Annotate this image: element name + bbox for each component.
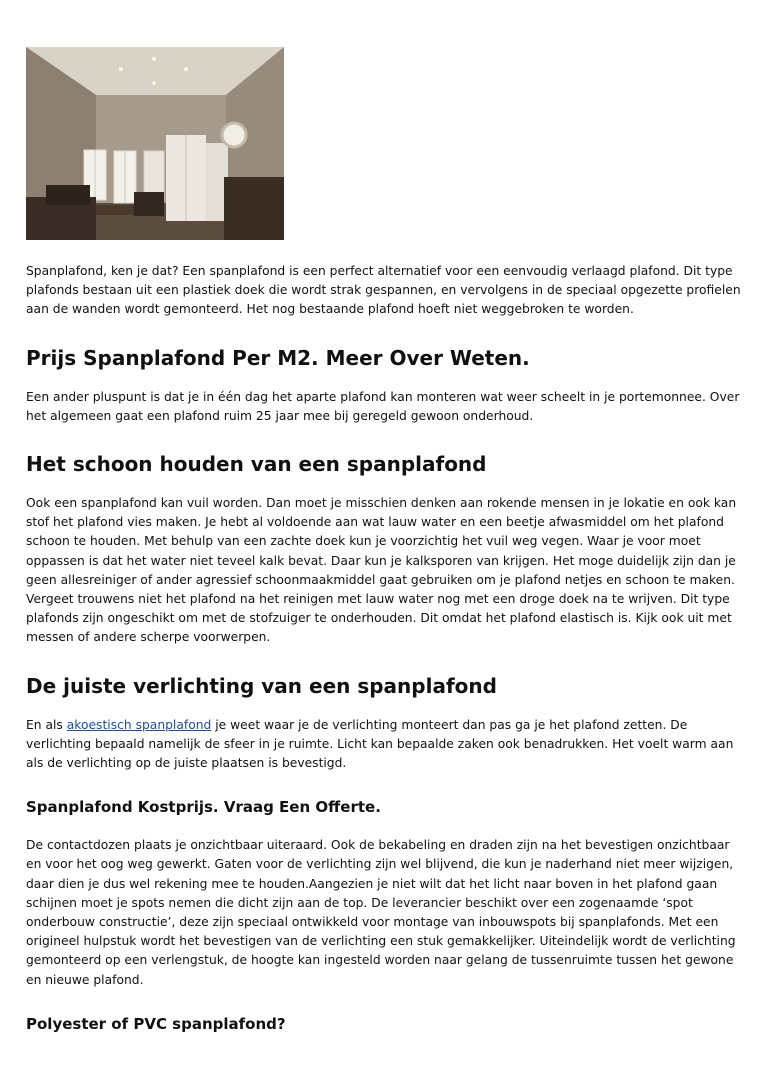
heading-prijs-spanplafond: Prijs Spanplafond Per M2. Meer Over Weten. [26,345,530,370]
akoestisch-spanplafond-link[interactable]: akoestisch spanplafond [66,717,212,732]
heading-verlichting: De juiste verlichting van een spanplafond [26,673,497,698]
article-body [26,262,742,1035]
room-photo [26,47,284,240]
heading-schoon-houden: Het schoon houden van een spanplafond [26,452,487,477]
paragraph-verlichting-start: En als [26,717,67,732]
paragraph-pluspunt: Een ander pluspunt is dat je in één dag het aparte plafond kan monteren wat weer scheelt in je portemonnee. Over het algemeen gaat een plafond ruim 25 jaar mee bij geregeld gewoon onderhoud. [26,389,740,423]
room-photo-illustration [26,47,284,240]
heading-polyester-pvc: Polyester of PVC spanplafond? [26,1014,286,1033]
paragraph-schoon-houden: Ook een spanplafond kan vuil worden. Dan moet je misschien denken aan rokende mensen in je lokatie en ook kan stof het plafond vies maken. Je hebt al voldoende aan wat lauw water en een beetje afwasmiddel om het plafond schoon te houden. Met behulp van een zachte doek kun je voorzichtig het vuil weg vegen. Waar je voor moet oppassen is dat het water niet teveel kalk bevat. Daar kun je kalksporen van krijgen. Het moge duidelijk zijn dan je geen allesreiniger of ander agressief schoonmaakmiddel gaat gebruiken om je plafond netjes en schoon te maken. Vergeet trouwens niet het plafond na het reinigen met lauw water nog met een droge doek na te wrijven. Dit type plafonds zijn ongeschikt om met de stofzuiger te onderhouden. Dit omdat het plafond elastisch is. Kijk ook uit met messen of andere scherpe voorwerpen. [26,496,737,645]
paragraph-contactdozen: De contactdozen plaats je onzichtbaar uiteraard. Ook de bekabeling en draden zijn na het bevestigen onzichtbaar en voor het oog weg gewerkt. Gaten voor de verlichting zijn wel blijvend, die kun je naderhand niet meer wijzigen, daar dien je dus wel rekening mee te houden.Aangezien je niet wilt dat het licht naar boven in het plafond gaan schijnen moet je spots nemen die dicht zijn aan de top. De leverancier beschikt over een zogenaamde ‘spot onderbouw constructie’, deze zijn speciaal ontwikkeld voor montage van inbouwspots bij spanplafonds. Met een origineel hulpstuk wordt het bevestigen van de verlichting een stuk gemakkelijker. Uiteindelijk wordt de verlichting gemonteerd op een verlengstuk, de hoogte kan ingesteld worden naar gelang de tussenruimte tussen het gewone en nieuwe plafond. [26,838,736,987]
intro-paragraph: Spanplafond, ken je dat? Een spanplafond is een perfect alternatief voor een eenvoudig verlaagd plafond. Dit type plafonds bestaan uit een plastiek doek die wordt strak gespannen, en vervolgens in de speciaal opgezette profielen aan de wanden wordt gemonteerd. Het nog bestaande plafond hoeft niet weggebroken te worden. [26,264,741,317]
paragraph-verlichting [26,716,742,774]
paragraph-verlichting-rest: je weet waar je de verlichting monteert dan pas ga je het plafond zetten. De verlichting bepaald namelijk de sfeer in je ruimte. Licht kan bepaalde zaken ook benadrukken. Het voelt warm aan als de verlichting op de juiste plaatsen is bevestigd. [26,717,734,771]
heading-kostprijs: Spanplafond Kostprijs. Vraag Een Offerte. [26,798,381,817]
